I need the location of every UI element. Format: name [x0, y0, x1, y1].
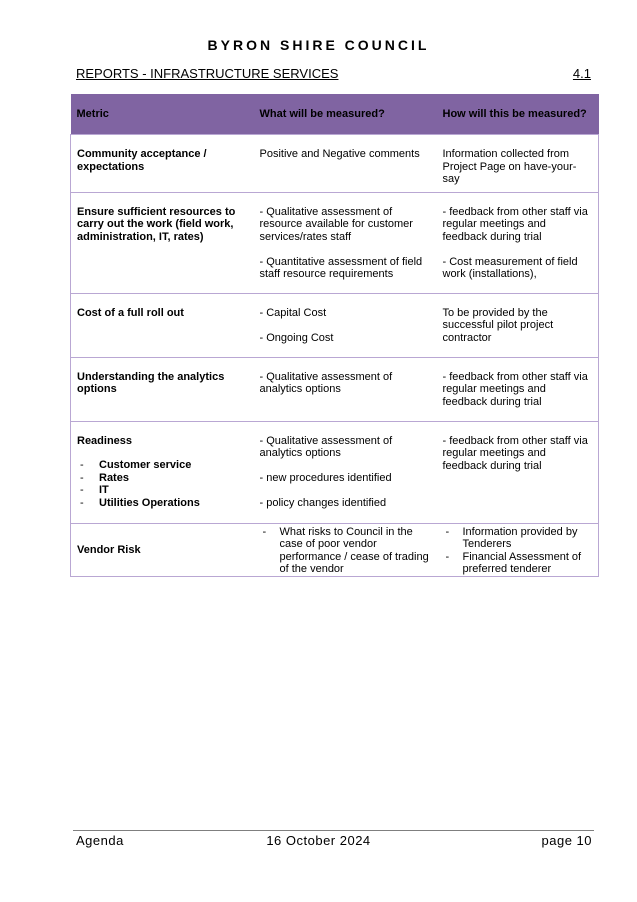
list-item: - Financial Assessment of preferred tenderer [443, 551, 593, 576]
how-text: Information collected from Project Page on have-your-say [442, 148, 577, 185]
what-cell [254, 135, 437, 193]
list-item: - IT [77, 484, 248, 497]
header-what: What will be measured? [254, 94, 437, 135]
metric-title: Readiness [77, 434, 133, 447]
list-item: - Rates [77, 472, 248, 485]
table-row [71, 357, 599, 421]
what-cell [254, 192, 437, 293]
footer-page-number: page 10 [541, 833, 592, 848]
metric-cell [71, 421, 254, 523]
item-number: 4.1 [572, 66, 591, 81]
how-text: - feedback from other staff via regular meetings and feedback during trial [442, 205, 588, 243]
what-cell [254, 293, 437, 357]
how-cell [437, 192, 599, 293]
list-item: - Utilities Operations [77, 497, 248, 510]
what-text: - Qualitative assessment of analytics options [259, 370, 393, 395]
how-text: To be provided by the successful pilot project contractor [442, 306, 554, 344]
how-cell [437, 421, 599, 523]
how-cell [437, 293, 599, 357]
footer-date: 16 October 2024 [266, 833, 371, 848]
metric-cell: Ensure sufficient resources to carry out the work (field work, administration, IT, rates) [71, 192, 254, 293]
table-row [71, 421, 599, 523]
table-row [71, 192, 599, 293]
how-cell [437, 357, 599, 421]
what-text: - Qualitative assessment of resource available for customer services/rates staff [259, 205, 413, 243]
section-title: REPORTS - INFRASTRUCTURE SERVICES [76, 66, 339, 81]
how-text: - feedback from other staff via regular meetings and feedback during trial [442, 434, 588, 472]
how-cell [437, 523, 599, 576]
metric-cell: Understanding the analytics options [71, 357, 254, 421]
vendor-what-list [260, 526, 431, 576]
what-cell [254, 523, 437, 576]
footer-agenda: Agenda [76, 833, 124, 848]
table-row [71, 523, 599, 576]
header-metric: Metric [71, 94, 254, 135]
how-cell [437, 135, 599, 193]
table-row [71, 293, 599, 357]
readiness-list [77, 459, 248, 509]
how-text: - Cost measurement of field work (installations), [442, 255, 578, 280]
header-how: How will this be measured? [437, 94, 599, 135]
what-text: - Quantitative assessment of field staff resource requirements [259, 255, 423, 280]
list-item: - Customer service [77, 459, 248, 472]
metric-cell: Community acceptance / expectations [71, 135, 254, 193]
table-row [71, 135, 599, 193]
what-text: - Capital Cost [259, 306, 327, 319]
list-item: - What risks to Council in the case of poor vendor performance / cease of trading of the vendor [260, 526, 431, 576]
how-text: - feedback from other staff via regular meetings and feedback during trial [442, 370, 588, 408]
metric-cell: Cost of a full roll out [71, 293, 254, 357]
footer-divider [73, 830, 594, 831]
what-text: - policy changes identified [259, 497, 387, 509]
what-text: - Qualitative assessment of analytics options [259, 434, 393, 459]
what-text: - new procedures identified [259, 472, 392, 484]
metrics-table [70, 94, 599, 577]
metric-cell: Vendor Risk [71, 523, 254, 576]
list-item: - Information provided by Tenderers [443, 526, 593, 551]
council-name: BYRON SHIRE COUNCIL [207, 37, 430, 53]
what-text: Positive and Negative comments [259, 148, 420, 160]
what-cell [254, 421, 437, 523]
vendor-how-list [443, 526, 593, 576]
what-text: - Ongoing Cost [259, 331, 334, 344]
what-cell [254, 357, 437, 421]
table-header-row [71, 94, 599, 135]
